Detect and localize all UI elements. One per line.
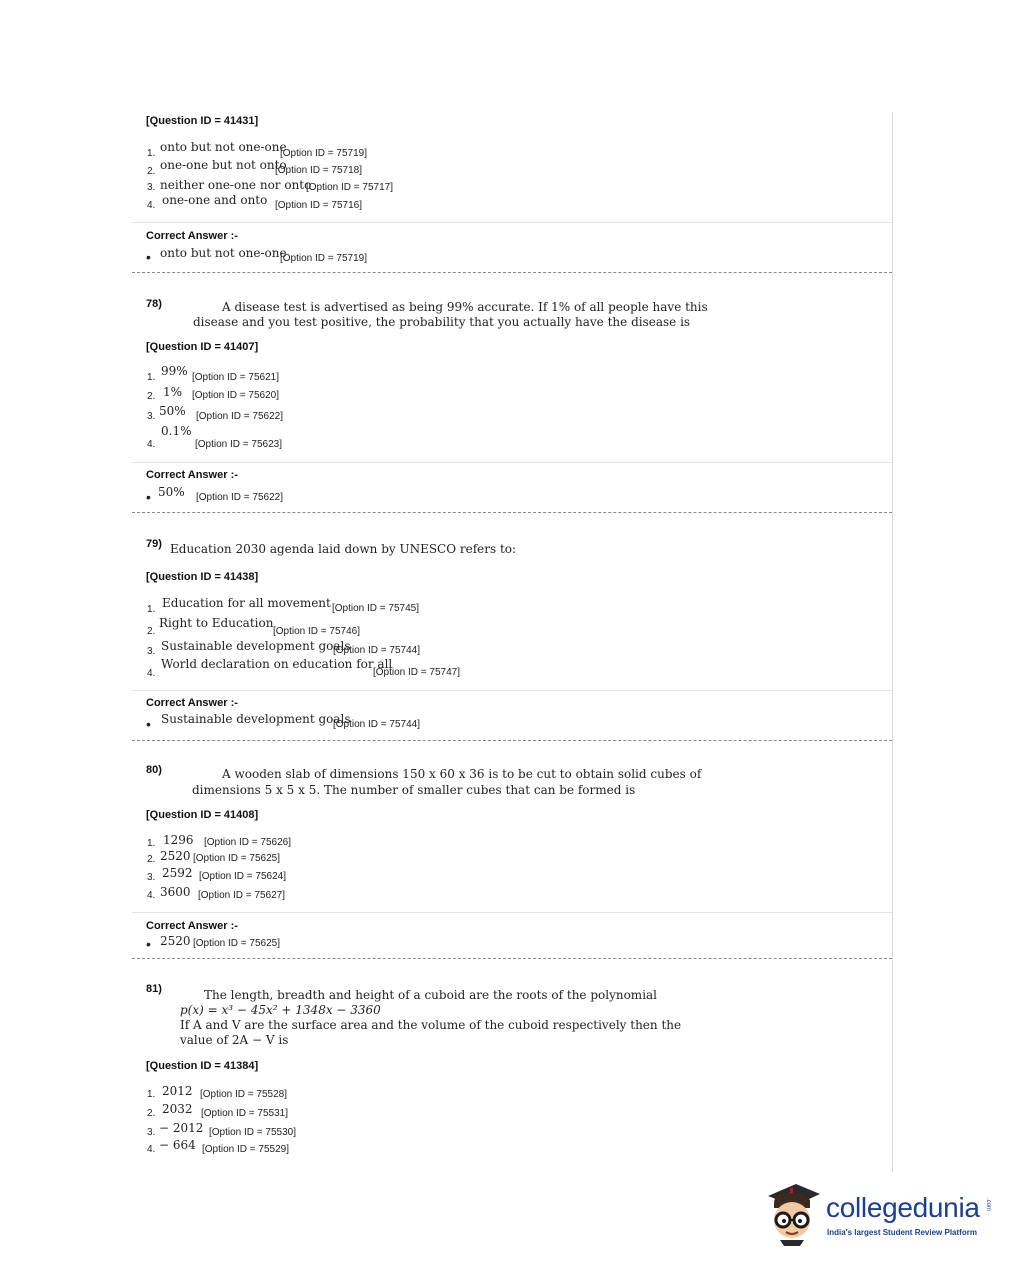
question-paper-page bbox=[132, 112, 893, 1172]
answer-bullet: • bbox=[146, 489, 151, 505]
question-text-line: A wooden slab of dimensions 150 x 60 x 36 is to be cut to obtain solid cubes of bbox=[222, 767, 702, 781]
option-text: 1296 bbox=[163, 833, 194, 847]
option-id: [Option ID = 75626] bbox=[204, 837, 292, 848]
question-id: [Question ID = 41431] bbox=[146, 115, 259, 127]
question-number: 81) bbox=[146, 983, 162, 995]
option-number: 4. bbox=[147, 439, 156, 450]
option-text: Education for all movement bbox=[162, 596, 331, 610]
option-number: 4. bbox=[147, 200, 156, 211]
option-number: 1. bbox=[147, 1089, 156, 1100]
option-text: neither one-one nor onto bbox=[160, 178, 312, 192]
option-id: [Option ID = 75719] bbox=[280, 148, 368, 159]
option-id: [Option ID = 75531] bbox=[201, 1108, 289, 1119]
correct-answer-option-id: [Option ID = 75622] bbox=[196, 492, 284, 503]
answer-bullet: • bbox=[146, 249, 151, 265]
correct-answer-option-id: [Option ID = 75744] bbox=[333, 719, 421, 730]
logo-tagline: India's largest Student Review Platform bbox=[827, 1228, 977, 1237]
correct-answer-text: onto but not one-one bbox=[160, 246, 287, 260]
option-id: [Option ID = 75623] bbox=[195, 439, 283, 450]
option-number: 3. bbox=[147, 1127, 156, 1138]
option-number: 2. bbox=[147, 626, 156, 637]
question-text-line: value of 2A − V is bbox=[180, 1033, 289, 1047]
question-number: 80) bbox=[146, 764, 162, 776]
question-text-line: disease and you test positive, the probability that you actually have the disease is bbox=[193, 315, 691, 329]
option-id: [Option ID = 75747] bbox=[373, 667, 461, 678]
correct-answer-text: 50% bbox=[158, 485, 185, 499]
option-number: 4. bbox=[147, 668, 156, 679]
option-number: 1. bbox=[147, 838, 156, 849]
question-text-line: The length, breadth and height of a cuboid are the roots of the polynomial bbox=[204, 988, 658, 1002]
option-id: [Option ID = 75627] bbox=[198, 890, 286, 901]
option-number: 2. bbox=[147, 391, 156, 402]
option-number: 2. bbox=[147, 854, 156, 865]
option-text: 2032 bbox=[162, 1102, 193, 1116]
option-text: − 2012 bbox=[159, 1121, 204, 1135]
question-id: [Question ID = 41384] bbox=[146, 1060, 259, 1072]
option-number: 2. bbox=[147, 1108, 156, 1119]
option-number: 1. bbox=[147, 604, 156, 615]
question-number: 78) bbox=[146, 298, 162, 310]
question-text-line: dimensions 5 x 5 x 5. The number of smaller cubes that can be formed is bbox=[192, 783, 636, 797]
answer-bullet: • bbox=[146, 716, 151, 732]
option-text: 99% bbox=[161, 364, 188, 378]
answer-bullet: • bbox=[146, 936, 151, 952]
option-id: [Option ID = 75528] bbox=[200, 1089, 288, 1100]
correct-answer-label: Correct Answer :- bbox=[146, 469, 238, 481]
option-id: [Option ID = 75625] bbox=[193, 853, 281, 864]
option-text: Sustainable development goals bbox=[161, 639, 351, 653]
option-id: [Option ID = 75621] bbox=[192, 372, 280, 383]
option-id: [Option ID = 75530] bbox=[209, 1127, 297, 1138]
option-number: 4. bbox=[147, 890, 156, 901]
logo-wordmark: collegedunia bbox=[826, 1192, 980, 1223]
question-text-line: If A and V are the surface area and the volume of the cuboid respectively then the bbox=[180, 1018, 682, 1032]
option-id: [Option ID = 75717] bbox=[306, 182, 394, 193]
option-id: [Option ID = 75718] bbox=[275, 165, 363, 176]
option-text: 2012 bbox=[162, 1084, 193, 1098]
option-text: World declaration on education for all bbox=[161, 657, 393, 671]
question-id: [Question ID = 41438] bbox=[146, 571, 259, 583]
mascot-icon bbox=[766, 1180, 822, 1252]
option-text: 1% bbox=[163, 385, 183, 399]
option-number: 1. bbox=[147, 148, 156, 159]
correct-answer-text: Sustainable development goals bbox=[161, 712, 351, 726]
option-number: 3. bbox=[147, 411, 156, 422]
option-id: [Option ID = 75529] bbox=[202, 1144, 290, 1155]
option-number: 3. bbox=[147, 872, 156, 883]
option-id: [Option ID = 75716] bbox=[275, 200, 363, 211]
option-number: 2. bbox=[147, 166, 156, 177]
option-number: 3. bbox=[147, 182, 156, 193]
question-number: 79) bbox=[146, 538, 162, 550]
question-id: [Question ID = 41408] bbox=[146, 809, 259, 821]
option-text: 2520 bbox=[160, 849, 191, 863]
option-number: 3. bbox=[147, 646, 156, 657]
option-id: [Option ID = 75744] bbox=[333, 645, 421, 656]
correct-answer-label: Correct Answer :- bbox=[146, 230, 238, 242]
logo-domain: .com bbox=[985, 1198, 991, 1212]
option-id: [Option ID = 75746] bbox=[273, 626, 361, 637]
correct-answer-label: Correct Answer :- bbox=[146, 697, 238, 709]
correct-answer-text: 2520 bbox=[160, 934, 191, 948]
question-text-line: A disease test is advertised as being 99% accurate. If 1% of all people have this bbox=[222, 300, 708, 314]
question-text-line: Education 2030 agenda laid down by UNESCO refers to: bbox=[170, 542, 517, 556]
option-number: 4. bbox=[147, 1144, 156, 1155]
option-text: 50% bbox=[159, 404, 186, 418]
option-number: 1. bbox=[147, 372, 156, 383]
option-text: 0.1% bbox=[161, 424, 192, 438]
correct-answer-option-id: [Option ID = 75719] bbox=[280, 253, 368, 264]
option-id: [Option ID = 75622] bbox=[196, 411, 284, 422]
option-text: one-one but not onto bbox=[160, 158, 287, 172]
option-text: onto but not one-one bbox=[160, 140, 287, 154]
question-id: [Question ID = 41407] bbox=[146, 341, 259, 353]
option-id: [Option ID = 75624] bbox=[199, 871, 287, 882]
option-id: [Option ID = 75620] bbox=[192, 390, 280, 401]
question-polynomial: p(x) = x³ − 45x² + 1348x − 3360 bbox=[180, 1003, 381, 1017]
option-id: [Option ID = 75745] bbox=[332, 603, 420, 614]
option-text: one-one and onto bbox=[162, 193, 268, 207]
option-text: 3600 bbox=[160, 885, 191, 899]
option-text: Right to Education bbox=[159, 616, 274, 630]
collegedunia-logo bbox=[766, 1180, 996, 1252]
option-text: 2592 bbox=[162, 866, 193, 880]
correct-answer-label: Correct Answer :- bbox=[146, 920, 238, 932]
option-text: − 664 bbox=[159, 1138, 196, 1152]
correct-answer-option-id: [Option ID = 75625] bbox=[193, 938, 281, 949]
